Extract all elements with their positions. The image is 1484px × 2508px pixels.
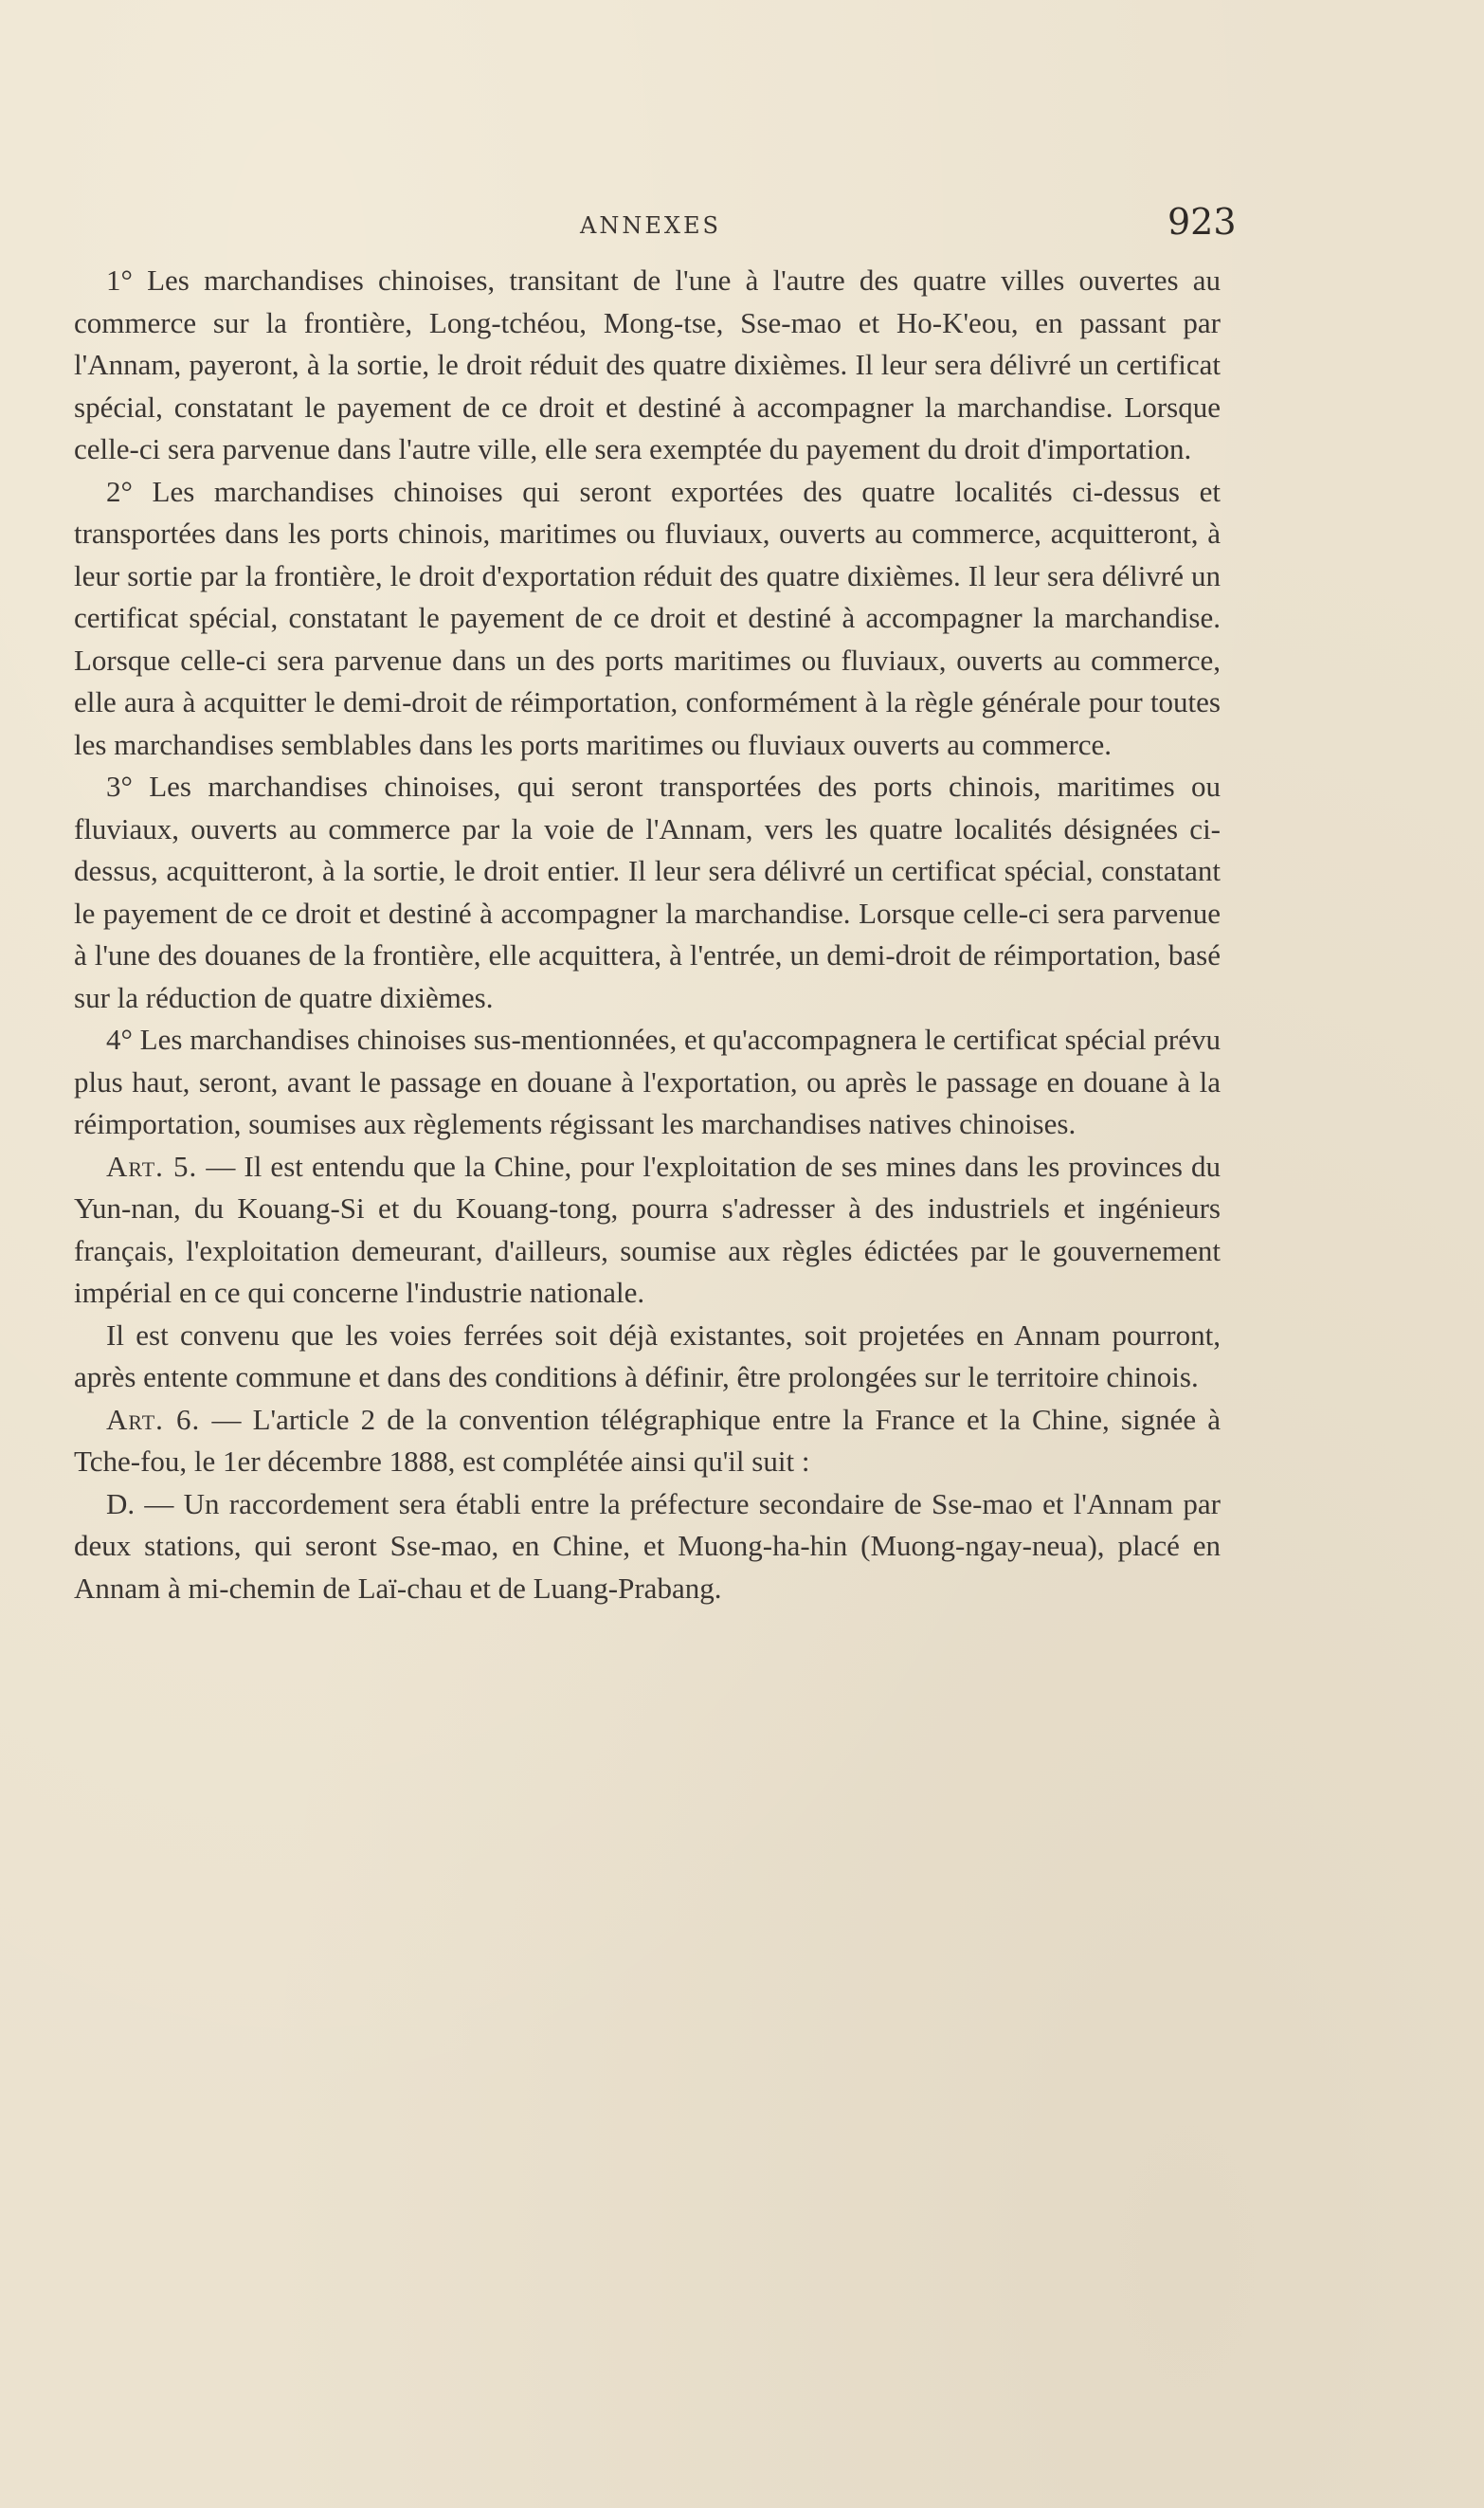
paragraph-2: [74, 471, 1221, 767]
paragraph-4: [74, 1019, 1221, 1146]
article-number: Art. 5.: [106, 1149, 198, 1183]
paragraph-text: 3° Les marchandises chinoises, qui seront transportées des ports chinois, maritimes ou fluviaux, ouverts au commerce par la voie de l'Annam, vers les quatre localités désignées ci-dessus, acquitteront, à la sortie, le droit entier. Il leur sera délivré un certificat spécial, constatant le payement de ce droit et destiné à accompagner la marchandise. Lorsque celle-ci sera parvenue à l'une des douanes de la frontière, elle acquittera, à l'entrée, un demi-droit de réimportation, basé sur la réduction de quatre dixièmes.: [74, 770, 1221, 1014]
page-header: [0, 201, 1484, 258]
paragraph-text: Il est convenu que les voies ferrées soit déjà existantes, soit projetées en Annam pourront, après entente commune et dans des conditions à définir, être prolongées sur le territoire chinois.: [74, 1318, 1221, 1393]
paragraph-text: — L'article 2 de la convention télégraphique entre la France et la Chine, signée à Tche-fou, le 1er décembre 1888, est complétée ainsi qu'il suit :: [74, 1402, 1221, 1478]
body-text: [74, 260, 1221, 1609]
paragraph-text: 2° Les marchandises chinoises qui seront exportées des quatre localités ci-dessus et transportées dans les ports chinois, maritimes ou fluviaux, ouverts au commerce, acquitteront, à leur sortie par la frontière, le droit d'exportation réduit des quatre dixièmes. Il leur sera délivré un certificat spécial, constatant le payement de ce droit et destiné à accompagner la marchandise. Lorsque celle-ci sera parvenue dans un des ports maritimes ou fluviaux, ouverts au commerce, elle aura à acquitter le demi-droit de réimportation, conformément à la règle générale pour toutes les marchandises semblables dans les ports maritimes ou fluviaux ouverts au commerce.: [74, 474, 1221, 761]
paragraph-6: [74, 1315, 1221, 1399]
paragraph-8: [74, 1483, 1221, 1610]
article-6: [74, 1399, 1221, 1483]
paragraph-text: 1° Les marchandises chinoises, transitant de l'une à l'autre des quatre villes ouvertes au commerce sur la frontière, Long-tchéou, Mong-tse, Sse-mao et Ho-K'eou, en passant par l'Annam, payeront, à la sortie, le droit réduit des quatre dixièmes. Il leur sera délivré un certificat spécial, constatant le payement de ce droit et destiné à accompagner la marchandise. Lorsque celle-ci sera parvenue dans l'autre ville, elle sera exemptée du payement du droit d'importation.: [74, 264, 1221, 465]
paragraph-1: [74, 260, 1221, 471]
paragraph-3: [74, 766, 1221, 1019]
article-number: Art. 6.: [106, 1402, 201, 1436]
paragraph-text: D. — Un raccordement sera établi entre la préfecture secondaire de Sse-mao et l'Annam par deux stations, qui seront Sse-mao, en Chine, et Muong-ha-hin (Muong-ngay-neua), placé en Annam à mi-chemin de Laï-chau et de Luang-Prabang.: [74, 1486, 1221, 1605]
paragraph-text: — Il est entendu que la Chine, pour l'exploitation de ses mines dans les provinces du Yun-nan, du Kouang-Si et du Kouang-tong, pourra s'adresser à des industriels et ingénieurs français, l'exploitation demeurant, d'ailleurs, soumise aux règles édictées par le gouvernement impérial en ce qui concerne l'industrie nationale.: [74, 1149, 1221, 1309]
running-title: ANNEXES: [580, 212, 721, 239]
article-5: [74, 1146, 1221, 1315]
paragraph-text: 4° Les marchandises chinoises sus-mentionnées, et qu'accompagnera le certificat spécial prévu plus haut, seront, avant le passage en douane à l'exportation, ou après le passage en douane à la réimportation, soumises aux règlements régissant les marchandises natives chinoises.: [74, 1023, 1221, 1140]
page-number: 923: [1167, 201, 1237, 243]
